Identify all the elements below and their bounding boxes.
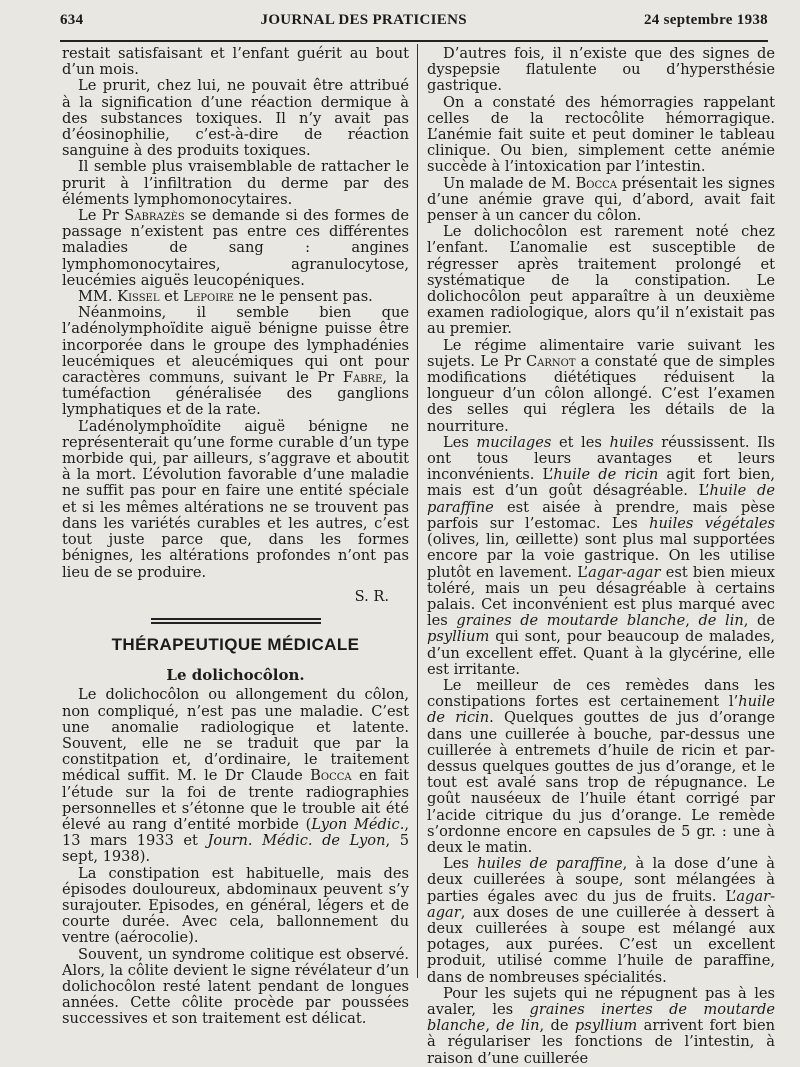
right-column bbox=[427, 45, 775, 1067]
paragraph: La constipation est habituelle, mais des épisodes douloureux, abdominaux peuvent s’y surajouter. Episodes, en général, légers et de courte durée. Avec cela, ballonnement du ventre (aérocolie). bbox=[62, 864, 409, 947]
paragraph: Néanmoins, il semble bien que l’adénolymphoïdite aiguë bénigne puisse être incorporée dans le groupe des lymphadénies leucémiques et aleucémiques qui ont pour caractères communs, suivant le Pr Fabre, la tuméfaction généralisée des ganglions lymphatiques et de la rate. bbox=[62, 304, 409, 419]
citation: Lyon Médic. bbox=[311, 815, 405, 833]
author-name: Carnot bbox=[525, 352, 576, 370]
article-title: Le dolichocôlon. bbox=[166, 666, 305, 685]
author-name: Bocca bbox=[575, 174, 618, 192]
paragraph: Les mucilages et les huiles réussissent. Ils ont tous leurs avantages et leurs inconvénients. L’huile de ricin agit fort bien, mais est d’un goût désagréable. L’huile de paraffine est aisée à prendre, mais pèse parfois sur l’estomac. Les huiles végétales (olives, lin, œillette) sont plus mal supportées encore par la voie gastrique. On les utilise plutôt en lavement. L’agar-agar est bien mieux toléré, mais un peu désagréable à certains palais. Cet inconvénient est plus marqué avec les graines de moutarde blanche, de lin, de psyllium qui sont, pour beaucoup de malades, d’un excellent effet. Quant à la glycérine, elle est irritante. bbox=[427, 433, 775, 678]
page-header bbox=[60, 12, 768, 42]
paragraph: Le meilleur de ces remèdes dans les constipations fortes est certainement l’huile de ricin. Quelques gouttes de jus d’orange dans une cuillerée à bouche, par-dessus une cuillerée à entremets d’huile de ricin et par-dessus quelques gouttes de jus d’orange, et le tout est avalé sans trop de répugnance. Le goût nauséeux de l’huile étant corrigé par l’acide citrique du jus d’orange. Le remède s’ordonne encore en capsules de 5 gr. : une à deux le matin. bbox=[427, 676, 775, 856]
paragraph: Le Pr Sabrazès se demande si des formes de passage n’existent pas entre ces différentes maladies de sang : angines lymphomonocytaires, agranulocytose, leucémies aiguës leucopéniques. bbox=[62, 207, 409, 289]
paragraph: Le dolichocôlon est rarement noté chez l’enfant. L’anomalie est susceptible de régresser après traitement prolongé et systématique de la constipation. Le dolichocôlon peut apparaître à un deuxième examen radiologique, alors qu’il n’existait pas au premier. bbox=[427, 223, 775, 338]
paragraph: Le dolichocôlon ou allongement du côlon, non compliqué, n’est pas une maladie. C’est une anomalie radiologique et latente. Souvent, elle ne se traduit que par la constitpation et, d’ordinaire, le traitement médical suffit. M. le Dr Claude Bocca en fait l’étude sur la foi de trente radiographies personnelles et s’étonne que le trouble ait été élevé au rang d’entité morbide (Lyon Médic., 13 mars 1933 et Journ. Médic. de Lyon, 5 sept, 1938). bbox=[62, 686, 410, 866]
author-name: Sabrazès bbox=[124, 207, 185, 225]
paragraph: restait satisfaisant et l’enfant guérit au bout d’un mois. bbox=[62, 45, 409, 79]
paragraph: L’adénolymphoïdite aiguë bénigne ne représenterait qu’une forme curable d’un type morbide qui, par ailleurs, s’aggrave et aboutit à la mort. L’évolution favorable d’une maladie ne suffit pas pour en faire une entité spéciale et si les mêmes altérations ne se trouvent pas dans les variétés curables et les autres, c’est tout juste parce que, dans les formes bénignes, les altérations profondes n’ont pas lieu de se produire. bbox=[62, 417, 409, 581]
journal-title: JOURNAL DES PRATICIENS bbox=[260, 12, 467, 28]
signature: S. R. bbox=[354, 587, 389, 605]
paragraph: Le prurit, chez lui, ne pouvait être attribué à la signification d’une réaction dermique à des substances toxiques. Il n’y avait pas d’éosinophilie, c’est-à-dire de réaction sanguine à des produits toxiques. bbox=[62, 77, 409, 160]
citation: Journ. Médic. de Lyon bbox=[207, 832, 386, 850]
paragraph: Souvent, un syndrome colitique est observé. Alors, la côlite devient le signe révélateur d’un dolichocôlon resté latent pendant de longues années. Cette côlite procède par poussées successives et son traitement est délicat. bbox=[62, 945, 409, 1028]
paragraph: Un malade de M. Bocca présentait les signes d’une anémie grave qui, d’abord, avait fait penser à un cancer du côlon. bbox=[427, 174, 775, 225]
left-column bbox=[62, 45, 410, 1028]
section-title: THÉRAPEUTIQUE MÉDICALE bbox=[111, 634, 360, 654]
section-separator bbox=[62, 617, 409, 625]
author-name: Lepoire bbox=[183, 288, 234, 306]
column-divider bbox=[417, 44, 418, 978]
paragraph: MM. Kissel et Lepoire ne le pensent pas. bbox=[78, 288, 373, 306]
paragraph: On a constaté des hémorragies rappelant celles de la rectocôlite hémorragique. L’anémie fait suite et peut dominer le tableau clinique. Ou bien, simplement cette anémie succède à l’intoxication par l’intestin. bbox=[427, 93, 775, 176]
paragraph: D’autres fois, il n’existe que des signes de dyspepsie flatulente ou d’hypersthésie gastrique. bbox=[427, 45, 775, 95]
paragraph: Il semble plus vraisemblable de rattacher le prurit à l’infiltration du derme par des éléments lymphomonocytaires. bbox=[62, 158, 409, 208]
paragraph: Les huiles de paraffine, à la dose d’une à deux cuillerées à soupe, sont mélangées à parties égales avec du jus de fruits. L’agar-agar, aux doses de une cuillerée à dessert à deux cuillerées à soupe est mélangé aux potages, aux purées. C’est un excellent produit, utilisé comme l’huile de paraffine, dans de nombreuses spécialités. bbox=[427, 855, 775, 986]
page-number: 634 bbox=[60, 12, 84, 28]
author-name: Fabre bbox=[342, 369, 383, 387]
author-name: Bocca bbox=[310, 767, 352, 785]
paragraph: Le régime alimentaire varie suivant les sujets. Le Pr Carnot a constaté que de simples modifications diététiques réduisent la longueur d’un côlon allongé. C’est l’examen des selles qui réglera les détails de la nourriture. bbox=[427, 336, 775, 435]
issue-date: 24 septembre 1938 bbox=[644, 12, 768, 28]
author-name: Kissel bbox=[117, 288, 160, 306]
paragraph: Pour les sujets qui ne répugnent pas à les avaler, les graines inertes de moutarde blanche, de lin, de psyllium arrivent fort bien à régulariser les fonctions de l’intestin, à raison d’une cuillerée bbox=[427, 984, 775, 1067]
